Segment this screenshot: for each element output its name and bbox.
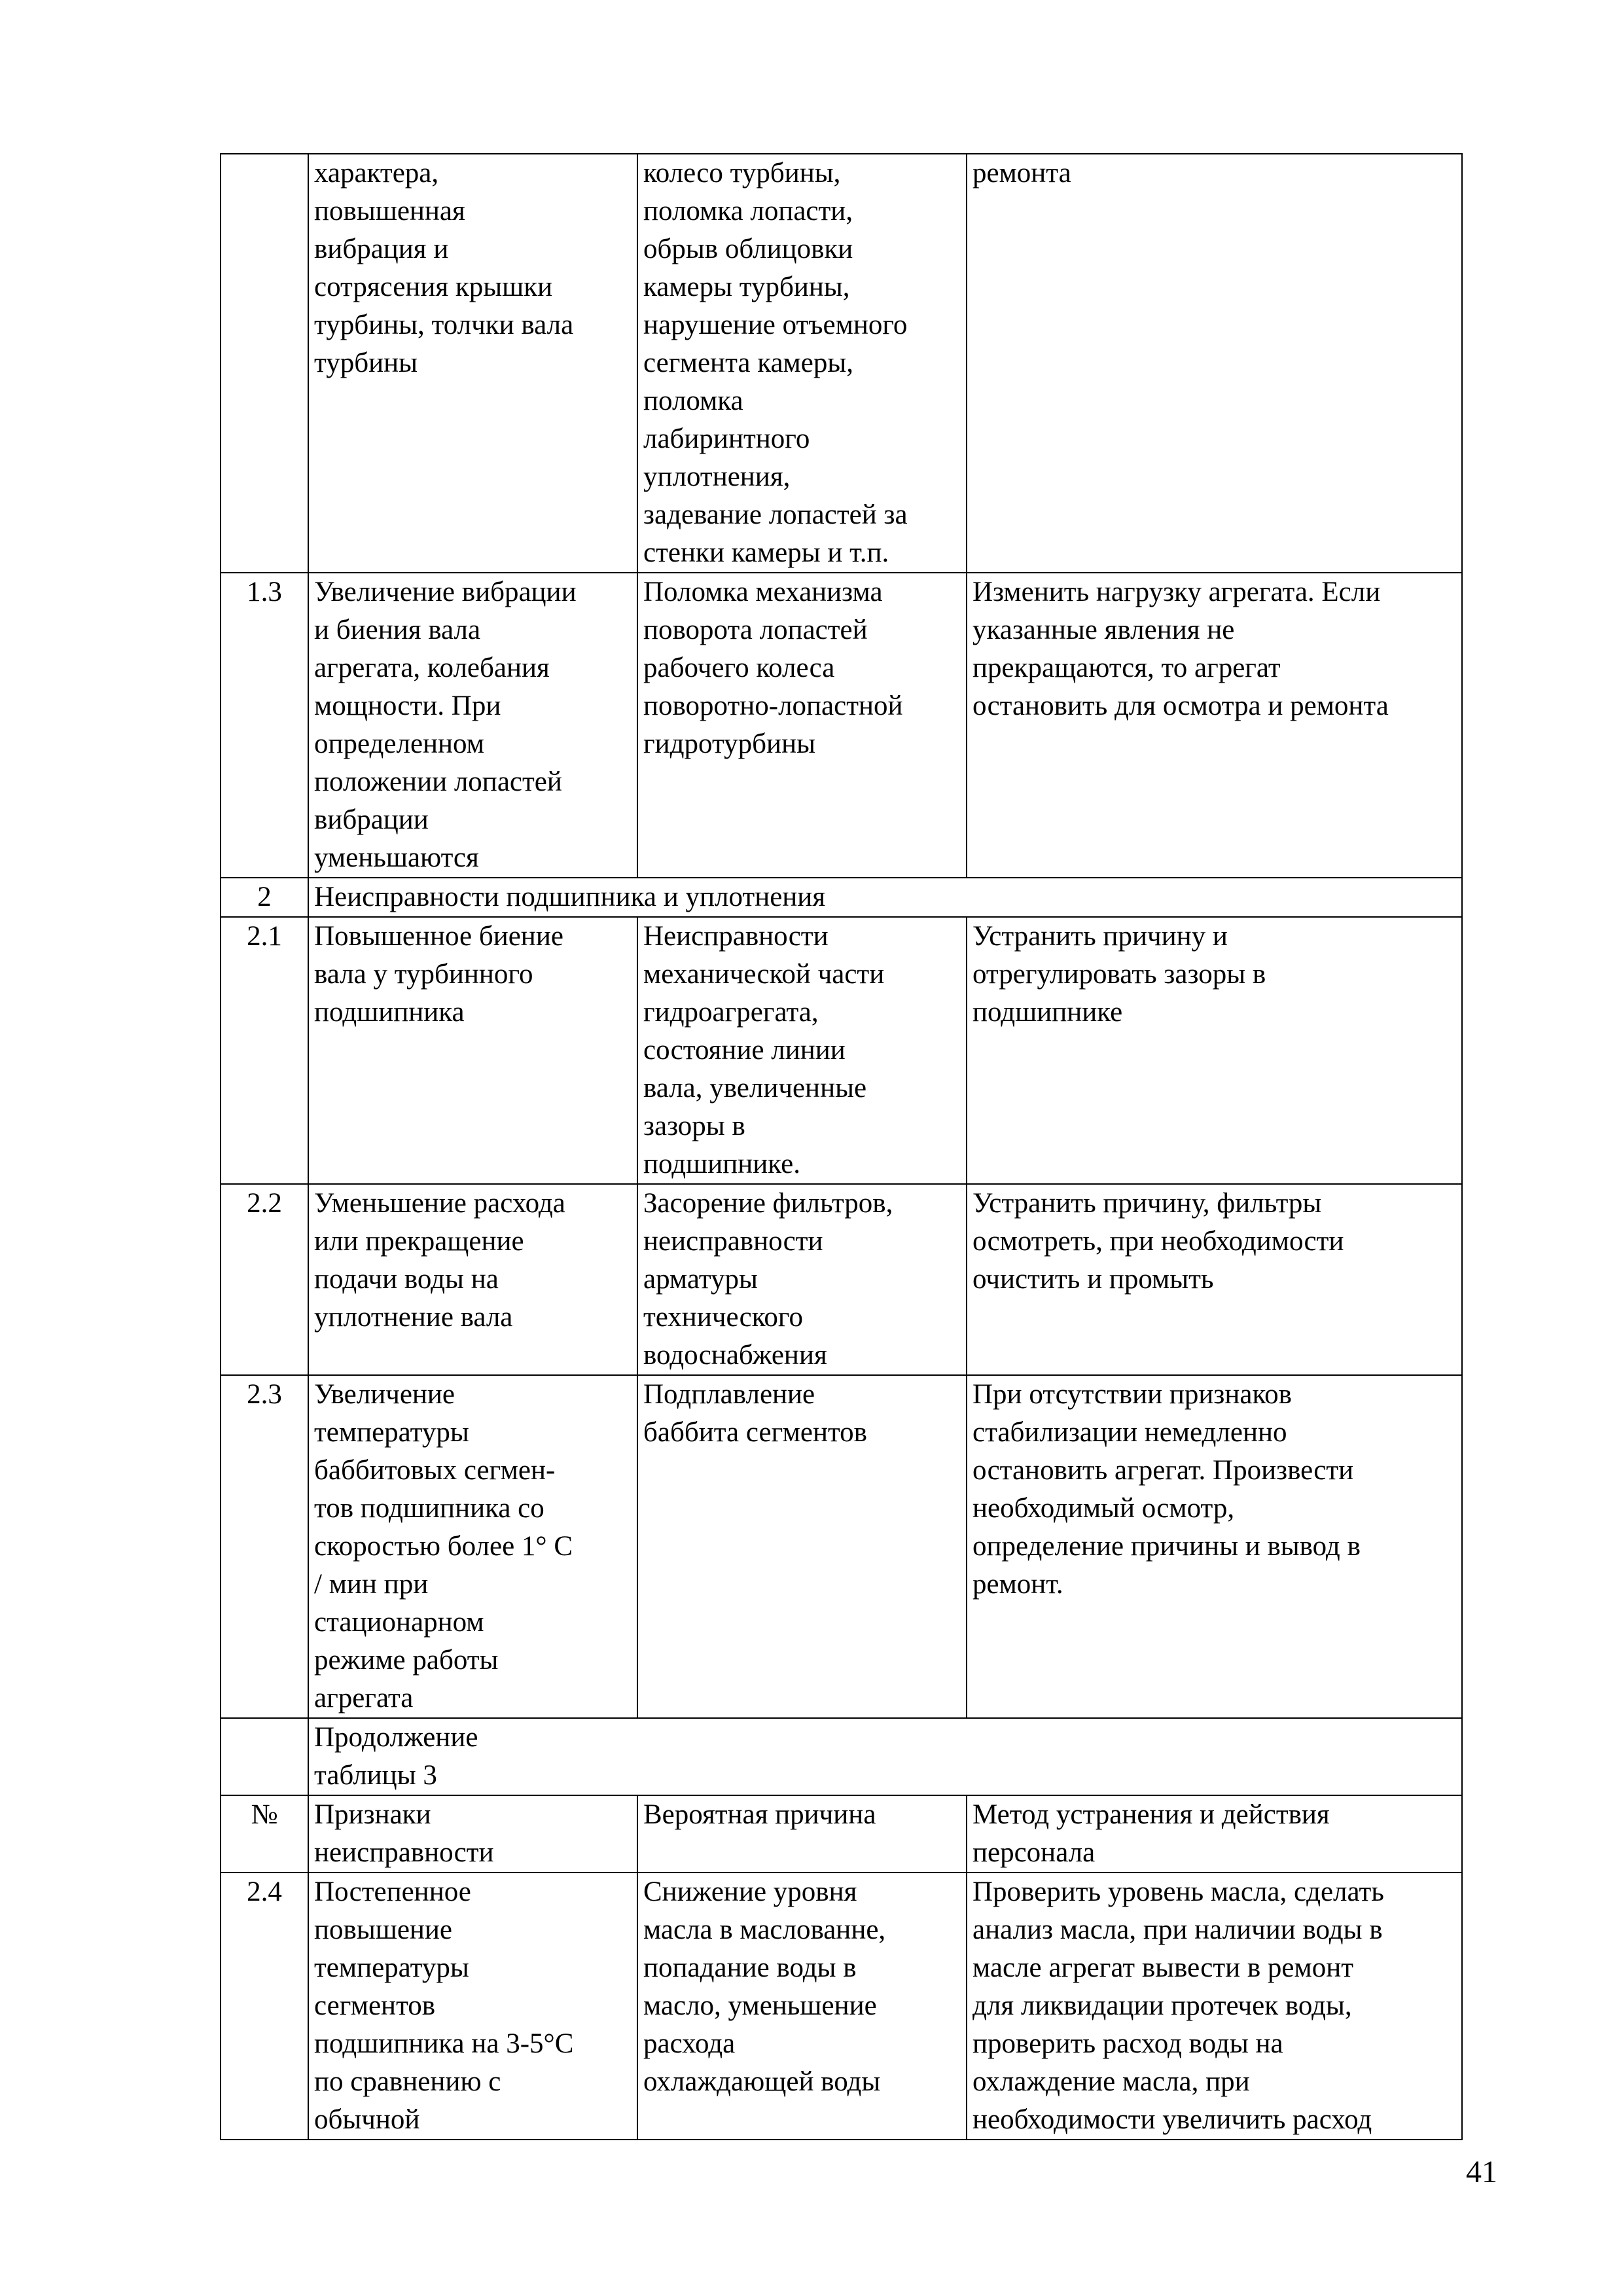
table-row [221, 573, 1462, 878]
row-number: 2.1 [221, 917, 308, 1184]
probable-cause-cell: Неисправности механической части гидроагрегата, состояние линии вала, увеличенные зазоры в подшипнике. [637, 917, 967, 1184]
row-number: 2.3 [221, 1375, 308, 1718]
row-number [221, 154, 308, 573]
remedy-method-cell: Изменить нагрузку агрегата. Если указанные явления не прекращаются, то агрегат остановить для осмотра и ремонта [967, 573, 1462, 878]
row-number [221, 1718, 308, 1795]
header-remedy-method: Метод устранения и действия персонала [967, 1795, 1462, 1873]
remedy-method-cell: Устранить причину и отрегулировать зазоры в подшипнике [967, 917, 1462, 1184]
continuation-row [221, 1718, 1462, 1795]
row-number: 2.2 [221, 1184, 308, 1375]
fault-table [220, 153, 1463, 2140]
table-row [221, 917, 1462, 1184]
fault-sign-cell: Постепенное повышение температуры сегментов подшипника на 3-5°С по сравнению с обычной [308, 1873, 637, 2140]
continuation-caption: Продолжение таблицы 3 [308, 1718, 1462, 1795]
probable-cause-cell: колесо турбины, поломка лопасти, обрыв облицовки камеры турбины, нарушение отъемного сегмента камеры, поломка лабиринтного уплотнения, задевание лопастей за стенки камеры и т.п. [637, 154, 967, 573]
probable-cause-cell: Засорение фильтров, неисправности арматуры технического водоснабжения [637, 1184, 967, 1375]
row-number: 2.4 [221, 1873, 308, 2140]
fault-sign-cell: Увеличение температуры баббитовых сегмен- тов подшипника со скоростью более 1° С / мин при стационарном режиме работы агрегата [308, 1375, 637, 1718]
fault-sign-cell: Увеличение вибрации и биения вала агрегата, колебания мощности. При определенном положении лопастей вибрации уменьшаются [308, 573, 637, 878]
table-row [221, 154, 1462, 573]
header-probable-cause: Вероятная причина [637, 1795, 967, 1873]
remedy-method-cell: ремонта [967, 154, 1462, 573]
table-row [221, 1873, 1462, 2140]
page-number: 41 [1466, 2155, 1497, 2189]
header-fault-sign: Признаки неисправности [308, 1795, 637, 1873]
remedy-method-cell: Проверить уровень масла, сделать анализ масла, при наличии воды в масле агрегат вывести в ремонт для ликвидации протечек воды, проверить расход воды на охлаждение масла, при необходимости увеличить расход [967, 1873, 1462, 2140]
probable-cause-cell: Снижение уровня масла в маслованне, попадание воды в масло, уменьшение расхода охлаждающей воды [637, 1873, 967, 2140]
section-title: Неисправности подшипника и уплотнения [308, 878, 1462, 917]
probable-cause-cell: Поломка механизма поворота лопастей рабочего колеса поворотно-лопастной гидротурбины [637, 573, 967, 878]
fault-sign-cell: Уменьшение расхода или прекращение подачи воды на уплотнение вала [308, 1184, 637, 1375]
header-number: № [221, 1795, 308, 1873]
fault-sign-cell: Повышенное биение вала у турбинного подшипника [308, 917, 637, 1184]
table-row [221, 1375, 1462, 1718]
row-number: 1.3 [221, 573, 308, 878]
section-row [221, 878, 1462, 917]
header-row [221, 1795, 1462, 1873]
remedy-method-cell: При отсутствии признаков стабилизации немедленно остановить агрегат. Произвести необходимый осмотр, определение причины и вывод в ремонт. [967, 1375, 1462, 1718]
table-row [221, 1184, 1462, 1375]
fault-sign-cell: характера, повышенная вибрация и сотрясения крышки турбины, толчки вала турбины [308, 154, 637, 573]
section-number: 2 [221, 878, 308, 917]
probable-cause-cell: Подплавление баббита сегментов [637, 1375, 967, 1718]
remedy-method-cell: Устранить причину, фильтры осмотреть, при необходимости очистить и промыть [967, 1184, 1462, 1375]
